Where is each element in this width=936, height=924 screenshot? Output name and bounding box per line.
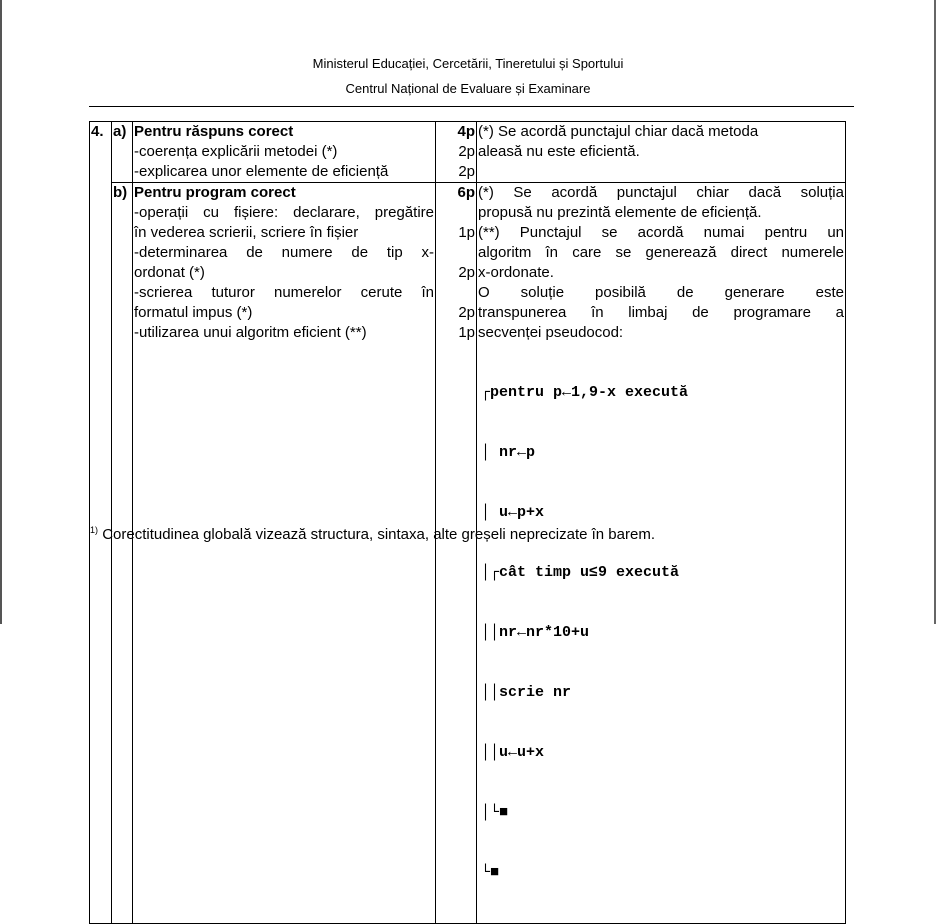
footnote <box>90 526 655 543</box>
pseudocode-line-2: │ nr←p <box>481 444 536 461</box>
notes-b-line-4: algoritm în care se generează direct numerele <box>478 244 844 261</box>
points-b-2: 2p <box>458 264 475 281</box>
footnote-mark: 1) <box>90 525 99 535</box>
criteria-b-line-5: -scrierea tuturor numerelor cerute în <box>134 284 434 301</box>
notes-a <box>477 122 846 183</box>
pseudocode-line-6: ││scrie nr <box>481 684 572 701</box>
center-header: Centrul Național de Evaluare și Examinare <box>345 81 591 96</box>
notes-b-line-3: (**) Punctajul se acordă numai pentru un <box>478 224 844 241</box>
pseudocode-line-7: ││u←u+x <box>481 744 545 761</box>
table-row-a <box>90 122 846 183</box>
pseudocode-line-4: │┌cât timp u≤9 execută <box>481 564 680 581</box>
notes-b-line-2: propusă nu prezintă elemente de eficiență. <box>478 204 762 221</box>
criteria-b-line-4: ordonat (*) <box>134 264 205 281</box>
points-b-total: 6p <box>457 184 475 201</box>
criteria-b <box>133 183 436 924</box>
pseudocode-line-1: ┌pentru p←1,9-x execută <box>481 384 689 401</box>
points-a-1: 2p <box>458 143 475 160</box>
points-a-2: 2p <box>458 163 475 180</box>
criteria-a-line-1: -coerența explicării metodei (*) <box>134 143 338 160</box>
points-a-total: 4p <box>457 123 475 140</box>
notes-b-line-1: (*) Se acordă punctajul chiar dacă soluția <box>478 184 844 201</box>
subitem-letter-a: a) <box>112 122 133 183</box>
item-number: 4. <box>90 122 112 924</box>
pseudocode-block <box>481 343 844 923</box>
criteria-b-line-3: -determinarea de numere de tip x- <box>134 244 434 261</box>
points-a <box>436 122 477 183</box>
pseudocode-line-9: └■ <box>481 864 500 881</box>
criteria-a-title: Pentru răspuns corect <box>134 123 294 140</box>
criteria-a <box>133 122 436 183</box>
table-row-b <box>90 183 846 924</box>
notes-b-line-8: secvenței pseudocod: <box>478 324 624 341</box>
criteria-b-line-6: formatul impus (*) <box>134 304 253 321</box>
subitem-letter-b: b) <box>112 183 133 924</box>
points-b-4: 1p <box>458 324 475 341</box>
pseudocode-line-8: │└■ <box>481 804 509 821</box>
ministry-header: Ministerul Educației, Cercetării, Tineretului și Sportului <box>312 56 624 71</box>
points-b <box>436 183 477 924</box>
points-b-1: 1p <box>458 224 475 241</box>
notes-a-line-2: aleasă nu este eficientă. <box>478 143 640 160</box>
notes-b-line-7: transpunerea în limbaj de programare a <box>478 304 844 321</box>
notes-a-line-1: (*) Se acordă punctajul chiar dacă metoda <box>478 123 759 140</box>
header-rule <box>89 106 854 107</box>
notes-b-line-5: x-ordonate. <box>478 264 554 281</box>
criteria-b-line-2: în vederea scrierii, scriere în fișier <box>134 224 359 241</box>
pseudocode-line-5: ││nr←nr*10+u <box>481 624 590 641</box>
grading-table <box>89 121 846 924</box>
criteria-b-title: Pentru program corect <box>134 184 296 201</box>
criteria-b-line-1: -operații cu fișiere: declarare, pregătire <box>134 204 434 221</box>
criteria-b-line-7: -utilizarea unui algoritm eficient (**) <box>134 324 367 341</box>
notes-b-line-6: O soluție posibilă de generare este <box>478 284 844 301</box>
footnote-text: Corectitudinea globală vizează structura, sintaxa, alte greșeli neprecizate în barem. <box>102 526 655 543</box>
pseudocode-line-3: │ u←p+x <box>481 504 545 521</box>
points-b-3: 2p <box>458 304 475 321</box>
criteria-a-line-2: -explicarea unor elemente de eficiență <box>134 163 389 180</box>
notes-b <box>477 183 846 924</box>
